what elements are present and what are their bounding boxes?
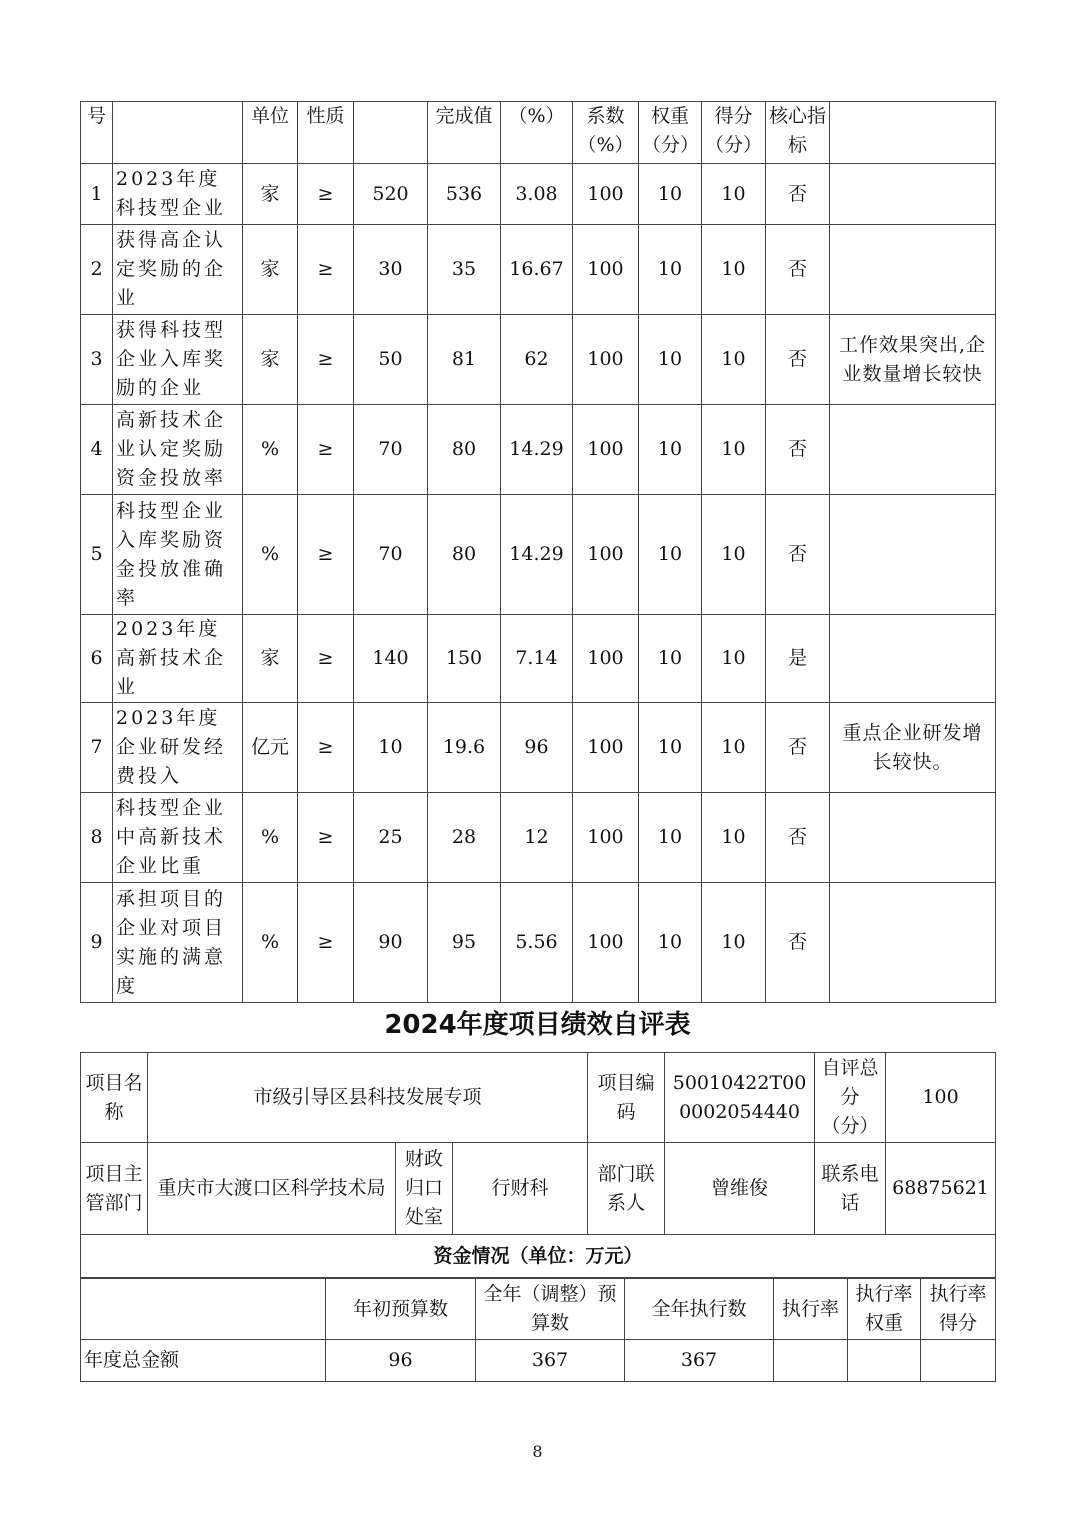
cell-nature: ≥	[298, 703, 354, 793]
cell-nature: ≥	[298, 164, 354, 225]
cell-actual: 35	[428, 225, 501, 315]
cell-core: 否	[766, 883, 830, 1003]
cell-pct: 7.14	[501, 615, 573, 703]
section-title: 2024年度项目绩效自评表	[384, 1010, 691, 1040]
finance-label: 财政归口处室	[396, 1143, 453, 1235]
cell-coef: 100	[573, 615, 639, 703]
cell-unit: %	[243, 883, 298, 1003]
cell-remark	[830, 615, 996, 703]
cell-nature: ≥	[298, 315, 354, 405]
cell-coef: 100	[573, 405, 639, 495]
cell-actual: 19.6	[428, 703, 501, 793]
cell-coef: 100	[573, 703, 639, 793]
header-actual: 完成值	[428, 102, 501, 164]
cell-remark: 重点企业研发增长较快。	[830, 703, 996, 793]
cell-core: 否	[766, 495, 830, 615]
table-row	[81, 405, 996, 495]
cell-actual: 81	[428, 315, 501, 405]
cell-target: 25	[354, 793, 428, 883]
col-rate-weight: 执行率权重	[848, 1279, 921, 1340]
dept-label: 项目主管部门	[81, 1143, 148, 1235]
cell-nature: ≥	[298, 615, 354, 703]
cell-target: 10	[354, 703, 428, 793]
funds-executed: 367	[625, 1340, 774, 1382]
cell-score: 10	[702, 615, 766, 703]
table-row	[81, 793, 996, 883]
project-info-table	[80, 1052, 996, 1278]
cell-coef: 100	[573, 883, 639, 1003]
cell-no: 8	[81, 793, 113, 883]
header-weight: 权重（分）	[639, 102, 702, 164]
contact-value: 曾维俊	[665, 1143, 815, 1235]
table-row	[81, 164, 996, 225]
cell-name: 科技型企业中高新技术企业比重	[113, 793, 243, 883]
cell-target: 50	[354, 315, 428, 405]
table-row	[81, 495, 996, 615]
cell-unit: %	[243, 495, 298, 615]
cell-no: 3	[81, 315, 113, 405]
cell-name: 获得高企认定奖励的企业	[113, 225, 243, 315]
cell-nature: ≥	[298, 495, 354, 615]
project-code-value: 50010422T000002054440	[665, 1053, 815, 1143]
cell-score: 10	[702, 405, 766, 495]
cell-score: 10	[702, 495, 766, 615]
header-score: 得分（分）	[702, 102, 766, 164]
cell-pct: 62	[501, 315, 573, 405]
cell-core: 否	[766, 405, 830, 495]
cell-score: 10	[702, 164, 766, 225]
cell-weight: 10	[639, 495, 702, 615]
cell-actual: 80	[428, 405, 501, 495]
cell-core: 否	[766, 315, 830, 405]
cell-unit: 家	[243, 315, 298, 405]
cell-no: 6	[81, 615, 113, 703]
cell-remark	[830, 793, 996, 883]
cell-no: 2	[81, 225, 113, 315]
cell-target: 520	[354, 164, 428, 225]
table-row	[81, 315, 996, 405]
header-core: 核心指标	[766, 102, 830, 164]
col-rate: 执行率	[774, 1279, 848, 1340]
project-code-label: 项目编码	[588, 1053, 665, 1143]
table-row	[81, 883, 996, 1003]
cell-core: 否	[766, 703, 830, 793]
table-row	[81, 615, 996, 703]
cell-core: 否	[766, 793, 830, 883]
cell-weight: 10	[639, 315, 702, 405]
indicator-header-row	[81, 102, 996, 164]
cell-name: 科技型企业入库奖励资金投放准确率	[113, 495, 243, 615]
funds-adjusted: 367	[476, 1340, 625, 1382]
cell-pct: 16.67	[501, 225, 573, 315]
cell-target: 70	[354, 495, 428, 615]
col-initial: 年初预算数	[326, 1279, 476, 1340]
cell-weight: 10	[639, 615, 702, 703]
cell-weight: 10	[639, 703, 702, 793]
cell-weight: 10	[639, 793, 702, 883]
cell-target: 30	[354, 225, 428, 315]
cell-no: 5	[81, 495, 113, 615]
cell-pct: 3.08	[501, 164, 573, 225]
cell-unit: 亿元	[243, 703, 298, 793]
cell-no: 4	[81, 405, 113, 495]
header-unit: 单位	[243, 102, 298, 164]
cell-no: 7	[81, 703, 113, 793]
cell-remark: 工作效果突出,企业数量增长较快	[830, 315, 996, 405]
table-row	[81, 703, 996, 793]
self-score-value: 100	[886, 1053, 996, 1143]
cell-target: 70	[354, 405, 428, 495]
page-number: 8	[532, 1442, 543, 1461]
cell-weight: 10	[639, 225, 702, 315]
contact-label: 部门联系人	[588, 1143, 665, 1235]
cell-coef: 100	[573, 793, 639, 883]
funds-rate-weight	[848, 1340, 921, 1382]
cell-pct: 14.29	[501, 495, 573, 615]
cell-remark	[830, 495, 996, 615]
cell-nature: ≥	[298, 225, 354, 315]
cell-remark	[830, 405, 996, 495]
cell-unit: 家	[243, 615, 298, 703]
self-score-label: 自评总分（分）	[815, 1053, 886, 1143]
cell-coef: 100	[573, 164, 639, 225]
header-name	[113, 102, 243, 164]
header-pct: （%）	[501, 102, 573, 164]
cell-no: 9	[81, 883, 113, 1003]
cell-remark	[830, 225, 996, 315]
cell-name: 高新技术企业认定奖励资金投放率	[113, 405, 243, 495]
cell-nature: ≥	[298, 883, 354, 1003]
cell-coef: 100	[573, 495, 639, 615]
cell-core: 是	[766, 615, 830, 703]
cell-score: 10	[702, 883, 766, 1003]
cell-no: 1	[81, 164, 113, 225]
cell-pct: 96	[501, 703, 573, 793]
cell-core: 否	[766, 164, 830, 225]
header-no: 号	[81, 102, 113, 164]
cell-pct: 5.56	[501, 883, 573, 1003]
cell-pct: 12	[501, 793, 573, 883]
finance-value: 行财科	[453, 1143, 588, 1235]
cell-score: 10	[702, 225, 766, 315]
table-row	[81, 225, 996, 315]
cell-weight: 10	[639, 405, 702, 495]
cell-pct: 14.29	[501, 405, 573, 495]
cell-target: 140	[354, 615, 428, 703]
funds-title: 资金情况（单位：万元）	[81, 1235, 996, 1278]
cell-target: 90	[354, 883, 428, 1003]
cell-weight: 10	[639, 883, 702, 1003]
project-name-label: 项目名称	[81, 1053, 148, 1143]
phone-value: 68875621	[886, 1143, 996, 1235]
cell-actual: 80	[428, 495, 501, 615]
header-nature: 性质	[298, 102, 354, 164]
cell-weight: 10	[639, 164, 702, 225]
funds-rate	[774, 1340, 848, 1382]
col-rate-score: 执行率得分	[921, 1279, 996, 1340]
indicator-table	[80, 101, 996, 1003]
cell-nature: ≥	[298, 793, 354, 883]
cell-unit: 家	[243, 164, 298, 225]
cell-remark	[830, 164, 996, 225]
cell-core: 否	[766, 225, 830, 315]
cell-score: 10	[702, 703, 766, 793]
cell-actual: 95	[428, 883, 501, 1003]
cell-actual: 150	[428, 615, 501, 703]
funds-header-blank	[81, 1279, 326, 1340]
cell-name: 2023年度高新技术企业	[113, 615, 243, 703]
cell-coef: 100	[573, 225, 639, 315]
cell-unit: %	[243, 793, 298, 883]
cell-score: 10	[702, 793, 766, 883]
funds-initial: 96	[326, 1340, 476, 1382]
cell-unit: 家	[243, 225, 298, 315]
cell-name: 2023年度企业研发经费投入	[113, 703, 243, 793]
header-target	[354, 102, 428, 164]
header-remark	[830, 102, 996, 164]
funds-table	[80, 1278, 996, 1382]
cell-name: 获得科技型企业入库奖励的企业	[113, 315, 243, 405]
header-coef: 系数（%）	[573, 102, 639, 164]
cell-actual: 536	[428, 164, 501, 225]
col-executed: 全年执行数	[625, 1279, 774, 1340]
cell-name: 2023年度科技型企业	[113, 164, 243, 225]
cell-coef: 100	[573, 315, 639, 405]
phone-label: 联系电话	[815, 1143, 886, 1235]
funds-row-label: 年度总金额	[81, 1340, 326, 1382]
cell-nature: ≥	[298, 405, 354, 495]
cell-remark	[830, 883, 996, 1003]
cell-name: 承担项目的企业对项目实施的满意度	[113, 883, 243, 1003]
cell-unit: %	[243, 405, 298, 495]
col-adjusted: 全年（调整）预算数	[476, 1279, 625, 1340]
dept-value: 重庆市大渡口区科学技术局	[148, 1143, 396, 1235]
cell-score: 10	[702, 315, 766, 405]
funds-rate-score	[921, 1340, 996, 1382]
cell-actual: 28	[428, 793, 501, 883]
project-name-value: 市级引导区县科技发展专项	[148, 1053, 588, 1143]
